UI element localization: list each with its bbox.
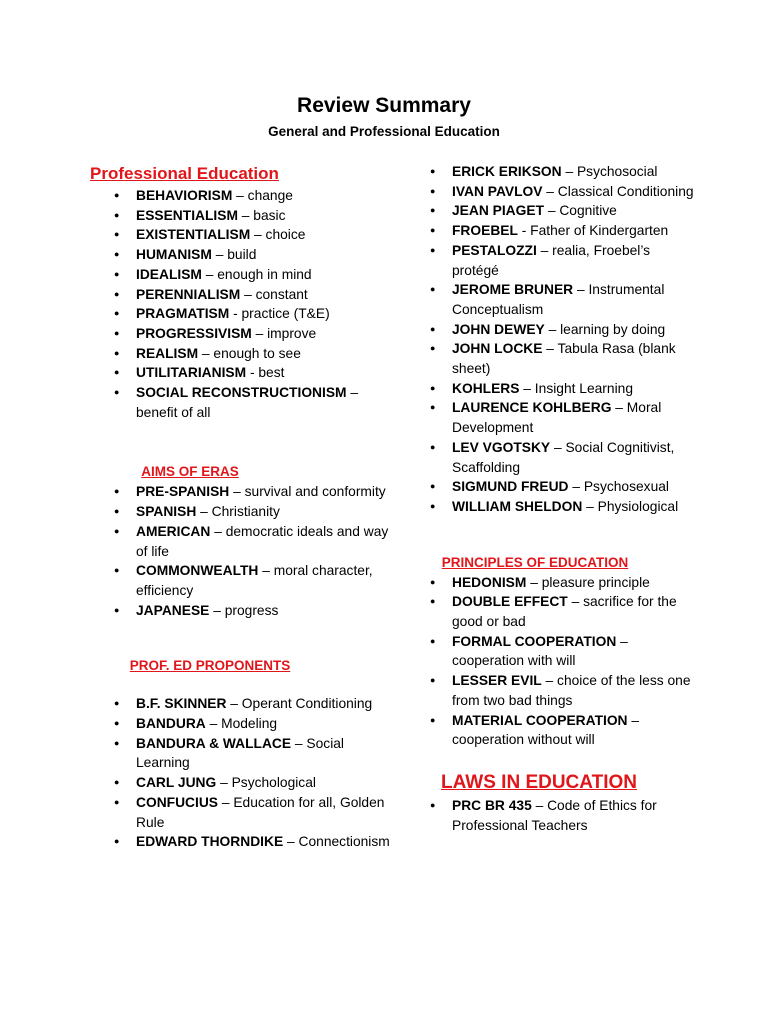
- bullet-list: [90, 186, 390, 422]
- item-description: – Instrumental Conceptualism: [452, 282, 665, 317]
- item-term: PROGRESSIVISM: [136, 325, 252, 341]
- list-item: [90, 502, 390, 522]
- item-description: - Father of Kindergarten: [517, 223, 669, 239]
- item-description: – Moral Development: [452, 400, 662, 436]
- item-term: EDWARD THORNDIKE: [136, 834, 284, 850]
- item-term: HUMANISM: [136, 247, 212, 263]
- item-term: JEAN PIAGET: [452, 203, 544, 219]
- item-term: MATERIAL COOPERATION: [452, 712, 628, 728]
- item-term: FORMAL COOPERATION: [452, 633, 617, 649]
- item-description: – improve: [251, 325, 317, 341]
- list-item: [425, 632, 695, 671]
- item-description: – cooperation without will: [452, 712, 640, 748]
- item-term: KOHLERS: [452, 380, 520, 396]
- doc-subtitle: General and Professional Education: [268, 124, 500, 139]
- list-item: [90, 734, 390, 773]
- item-description: – Insight Learning: [519, 380, 633, 396]
- list-item: [425, 162, 695, 182]
- list-item: [90, 304, 390, 324]
- item-term: HEDONISM: [452, 574, 527, 590]
- item-description: – Code of Ethics for Professional Teachers: [452, 797, 657, 833]
- list-item: [425, 477, 695, 497]
- item-description: – Social Cognitivist, Scaffolding: [452, 439, 675, 475]
- item-description: – Psychological: [216, 775, 316, 791]
- list-item: [90, 324, 390, 344]
- list-item: [90, 482, 390, 502]
- list-item: [425, 438, 695, 477]
- item-description: – Cognitive: [544, 203, 617, 219]
- right-column: [425, 162, 695, 835]
- section-heading: PRINCIPLES OF EDUCATION: [441, 554, 629, 570]
- item-term: LESSER EVIL: [452, 673, 542, 689]
- item-description: – choice of the less one from two bad things: [452, 673, 691, 708]
- section-heading: PROF. ED PROPONENTS: [129, 658, 291, 674]
- section-aims-of-eras: [90, 462, 390, 620]
- item-description: – constant: [240, 286, 308, 302]
- item-term: LEV VGOTSKY: [452, 439, 551, 455]
- item-term: ESSENTIALISM: [136, 207, 238, 223]
- item-term: WILLIAM SHELDON: [452, 498, 583, 514]
- item-term: JOHN DEWEY: [452, 321, 545, 337]
- item-description: – moral character, efficiency: [136, 563, 373, 598]
- list-item: [425, 379, 695, 399]
- list-item: [90, 344, 390, 364]
- section-laws-in-education: [425, 770, 695, 835]
- item-description: – Operant Conditioning: [226, 696, 373, 712]
- item-description: – Classical Conditioning: [542, 183, 694, 199]
- item-term: PRC BR 435: [452, 797, 532, 813]
- item-description: – pleasure principle: [526, 574, 650, 590]
- item-description: – learning by doing: [544, 321, 666, 337]
- bullet-list: [90, 482, 390, 620]
- bullet-list: [425, 796, 695, 835]
- list-item: [425, 711, 695, 750]
- item-description: – choice: [250, 227, 306, 243]
- left-column: [90, 162, 390, 852]
- item-term: PRAGMATISM: [136, 306, 230, 322]
- list-item: [90, 793, 390, 832]
- item-description: – realia, Froebel’s protégé: [452, 242, 651, 278]
- item-description: – democratic ideals and way of life: [136, 523, 389, 559]
- list-item: [90, 694, 390, 714]
- item-term: SIGMUND FREUD: [452, 479, 569, 495]
- list-item: [425, 339, 695, 378]
- item-term: IDEALISM: [136, 266, 202, 282]
- bullet-list: [425, 162, 695, 517]
- item-term: REALISM: [136, 345, 199, 361]
- item-description: – Education for all, Golden Rule: [136, 794, 385, 830]
- item-term: ERICK ERIKSON: [452, 164, 562, 179]
- item-description: – build: [211, 247, 257, 263]
- item-description: – Psychosocial: [561, 164, 658, 179]
- section-principles-of-education: [425, 553, 695, 750]
- section-prof-ed-proponents: [90, 656, 390, 852]
- item-description: – Social Learning: [136, 735, 344, 771]
- item-term: SPANISH: [136, 504, 197, 520]
- section-heading: LAWS IN EDUCATION: [441, 771, 637, 793]
- item-description: – change: [232, 188, 293, 203]
- item-term: LAURENCE KOHLBERG: [452, 400, 612, 416]
- list-item: [425, 221, 695, 241]
- list-item: [425, 497, 695, 517]
- list-item: [90, 832, 390, 852]
- item-term: CONFUCIUS: [136, 794, 219, 810]
- item-description: - practice (T&E): [229, 306, 330, 322]
- item-description: – benefit of all: [136, 385, 359, 420]
- item-description: – sacrifice for the good or bad: [452, 594, 677, 630]
- item-term: PRE-SPANISH: [136, 484, 230, 500]
- list-item: [425, 398, 695, 437]
- item-term: DOUBLE EFFECT: [452, 594, 568, 610]
- item-term: PERENNIALISM: [136, 286, 241, 302]
- item-term: COMMONWEALTH: [136, 563, 259, 579]
- item-description: – Connectionism: [283, 834, 390, 850]
- list-item: [90, 225, 390, 245]
- item-term: SOCIAL RECONSTRUCTIONISM: [136, 385, 347, 401]
- list-item: [425, 671, 695, 710]
- list-item: [425, 182, 695, 202]
- doc-title: Review Summary: [297, 94, 471, 117]
- list-item: [90, 206, 390, 226]
- list-item: [425, 201, 695, 221]
- list-item: [90, 714, 390, 734]
- item-term: JOHN LOCKE: [452, 341, 543, 357]
- item-description: – survival and conformity: [229, 484, 386, 500]
- item-description: – enough to see: [198, 345, 301, 361]
- list-item: [90, 561, 390, 600]
- item-term: B.F. SKINNER: [136, 696, 227, 712]
- section-heading: AIMS OF ERAS: [141, 464, 239, 480]
- item-description: – Physiological: [582, 498, 679, 514]
- section-proponents-continued: [425, 162, 695, 517]
- bullet-list: [425, 573, 695, 750]
- list-item: [425, 320, 695, 340]
- section-professional-education: [90, 162, 390, 422]
- item-term: FROEBEL: [452, 223, 518, 239]
- item-term: PESTALOZZI: [452, 242, 537, 258]
- item-term: BANDURA: [136, 716, 206, 732]
- item-description: - best: [246, 365, 285, 381]
- item-term: IVAN PAVLOV: [452, 183, 543, 199]
- item-description: – Modeling: [205, 716, 278, 732]
- list-item: [90, 245, 390, 265]
- list-item: [90, 601, 390, 621]
- item-description: – Psychosexual: [568, 479, 669, 495]
- list-item: [425, 280, 695, 319]
- item-term: AMERICAN: [136, 523, 211, 539]
- list-item: [425, 592, 695, 631]
- list-item: [90, 773, 390, 793]
- list-item: [425, 241, 695, 280]
- item-description: – enough in mind: [201, 266, 312, 282]
- list-item: [90, 522, 390, 561]
- item-description: – Tabula Rasa (blank sheet): [452, 341, 676, 377]
- item-term: JAPANESE: [136, 602, 210, 618]
- item-term: CARL JUNG: [136, 775, 217, 791]
- bullet-list: [90, 694, 390, 852]
- list-item: [90, 265, 390, 285]
- section-heading: Professional Education: [90, 164, 279, 183]
- list-item: [90, 186, 390, 206]
- list-item: [425, 573, 695, 593]
- item-description: – Christianity: [196, 504, 280, 520]
- item-term: JEROME BRUNER: [452, 282, 574, 298]
- list-item: [425, 796, 695, 835]
- item-description: – progress: [209, 602, 279, 618]
- list-item: [90, 285, 390, 305]
- item-description: – basic: [237, 207, 286, 223]
- item-term: UTILITARIANISM: [136, 365, 247, 381]
- item-description: – cooperation with will: [452, 633, 628, 669]
- item-term: EXISTENTIALISM: [136, 227, 251, 243]
- item-term: BEHAVIORISM: [136, 188, 233, 203]
- list-item: [90, 363, 390, 383]
- item-term: BANDURA & WALLACE: [136, 735, 292, 751]
- list-item: [90, 383, 390, 422]
